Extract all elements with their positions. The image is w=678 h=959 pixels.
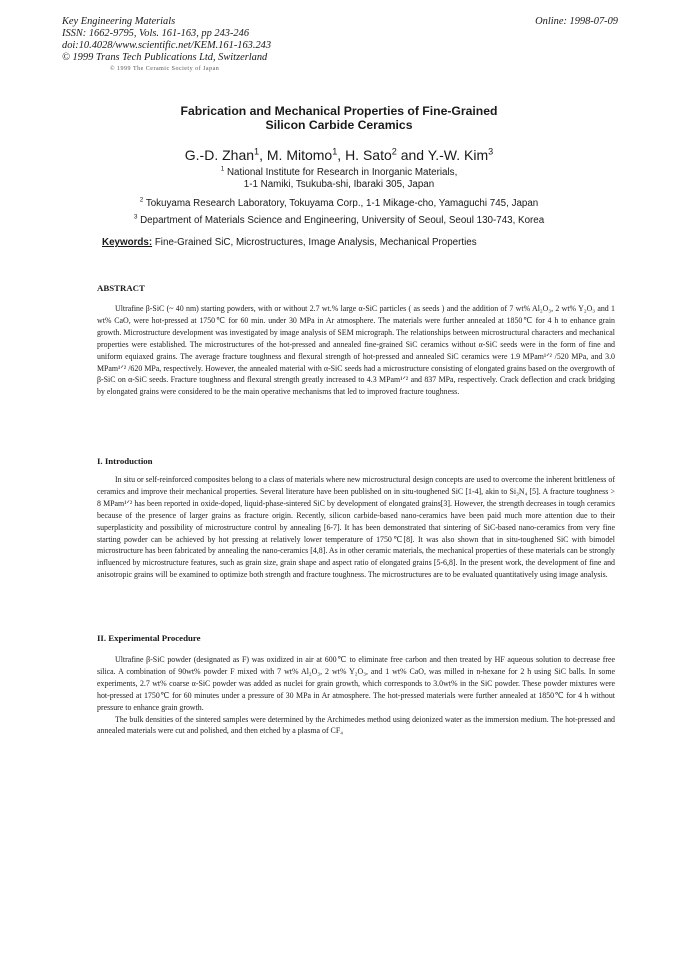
online-date: Online: 1998-07-09 xyxy=(535,16,618,27)
author-separator: and xyxy=(396,147,428,163)
abstract-heading: ABSTRACT xyxy=(97,283,145,293)
title-line-1: Fabrication and Mechanical Properties of Fine-Grained xyxy=(180,104,498,118)
author-affil-sup: 2 xyxy=(391,146,397,157)
affil-text: Department of Materials Science and Engineering, University of Seoul, Seoul 130-743, Korea xyxy=(140,215,545,226)
affiliation-1 xyxy=(0,167,678,191)
author-affil-sup: 1 xyxy=(254,146,260,157)
affiliation-3 xyxy=(0,215,678,227)
issn-line: ISSN: 1662-9795, Vols. 161-163, pp 243-246 xyxy=(62,28,250,39)
author-name: G.-D. Zhan xyxy=(184,147,255,163)
stray-copyright: © 1999 The Ceramic Society of Japan xyxy=(110,66,220,72)
author-name: H. Sato xyxy=(345,147,392,163)
affil-number: 3 xyxy=(133,213,138,221)
abstract-body xyxy=(97,303,615,398)
paper-title xyxy=(0,104,678,132)
keywords-label: Keywords: xyxy=(102,237,153,248)
affiliation-2 xyxy=(0,198,678,210)
author-name: M. Mitomo xyxy=(266,147,333,163)
affil-text: National Institute for Research in Inorganic Materials, xyxy=(226,167,458,178)
title-line-2: Silicon Carbide Ceramics xyxy=(265,118,413,132)
introduction-body xyxy=(97,474,615,581)
experimental-heading: II. Experimental Procedure xyxy=(97,633,201,643)
affil-text: Tokuyama Research Laboratory, Tokuyama Corp., 1-1 Mikage-cho, Yamaguchi 745, Japan xyxy=(145,198,539,209)
affil-number: 1 xyxy=(220,165,225,173)
author-separator: , xyxy=(259,147,267,163)
experimental-paragraph-2: The bulk densities of the sintered samples were determined by the Archimedes method using deionized water as the immersion medium. The hot-pressed and annealed materials were cut and polished, and then etched by a plasma of CF₄ xyxy=(97,714,615,736)
author-affil-sup: 3 xyxy=(488,146,494,157)
abstract-paragraph: Ultrafine β-SiC (~ 40 nm) starting powders, with or without 2.7 wt.% large α-SiC particles ( as seeds ) and the addition of 7 wt% Al₂O₃, 2 wt% Y₂O₃ and 1 wt% CaO, were hot-pressed at 1750℃ for 60 min. under 30 MPa in Ar atmosphere. The materials were further annealed at 1850℃ for 4 h to enhance grain growth. Microstructure development was investigated by image analysis of SEM micrograph. The relationships between microstructural characters and mechanical properties were established. The microstructures of the hot-pressed and annealed fine-grained SiC ceramics without α-SiC seeds were in the form of fine and uniform equiaxed grains. The average fracture toughness and flexural strength of hot-pressed and annealed SiC ceramics were 1.9 MPam¹ᐟ² /520 MPa, and 3.0 MPam¹ᐟ² /620 MPa, respectively. However, the annealed material with α-SiC seeds had a microstructure consisting of elongated grains based on the overgrowth of β-SiC on α-SiC seeds. Fracture toughness and flexural strength greatly increased to 4.3 MPam¹ᐟ² and 837 MPa, respectively. Crack deflection and crack bridging by elongated grains were considered to be the main operative mechanisms that led to improved fracture toughness. xyxy=(97,304,615,397)
author-list xyxy=(0,147,678,163)
experimental-paragraph-1: Ultrafine β-SiC powder (designated as F) was oxidized in air at 600℃ to eliminate free carbon and then treated by HF aqueous solution to decrease free silica. A combination of 90wt% powder F mixed with 7 wt% Al₂O₃, 2 wt% Y₂O₃, and 1 wt% CaO, was milled in n-hexane for 2 h using SiC balls. In some experiments, 2.7 wt% coarse α-SiC powder was added as nuclei for grain growth, which corresponds to 3.0wt% in the SiC powder. These powder mixtures were hot-pressed at 1750℃ for 60 minutes under a pressure of 30 MPa in Ar atmosphere. The hot-pressed materials were further annealed at 1850℃ for 4 h without pressure to enhance grain growth. xyxy=(97,655,615,712)
author-name: Y.-W. Kim xyxy=(427,147,489,163)
running-header xyxy=(62,16,618,64)
author-separator: , xyxy=(337,147,346,163)
copyright-line: © 1999 Trans Tech Publications Ltd, Switzerland xyxy=(62,52,268,63)
affil-number: 2 xyxy=(139,196,144,204)
affil-text: 1-1 Namiki, Tsukuba-shi, Ibaraki 305, Japan xyxy=(243,179,435,190)
experimental-body xyxy=(97,654,615,737)
keywords-text: Fine-Grained SiC, Microstructures, Image Analysis, Mechanical Properties xyxy=(154,237,477,248)
introduction-paragraph: In situ or self-reinforced composites belong to a class of materials where new microstructural design concepts are used to overcome the inherent brittleness of ceramics and improve their mechanical properties. Several literature have been published on in situ-toughened SiC [1-4], akin to Si₃N₄ [5]. A fracture toughness > 8 MPam¹ᐟ² has been reported in oxide-doped, liquid-phase-sintered SiC by development of elongated grains[3]. However, the strength decreases in tough ceramics because of the presence of larger grains as fracture origin. Recently, silicon carbide-based nano-ceramics have been paid much more attention due to their superplasticity and possibility of microstructure control by annealing [6-7]. It has been demonstrated that sintering of SiC-based nano-ceramics from very fine starting powder can be achieved by hot pressing at relatively lower temperature of 1750℃[8]. It was also shown that in situ-toughened SiC with bimodel microstructure has been fabricated by annealing the nano-ceramics [4,8]. As in other ceramic materials, the mechanical properties of these materials can be strongly influenced by microstructure features, such as grain size, grain shape and aspect ratio of elongated grains [5-6,8]. In the present work, the development of fine and anisotropic grains will be examined to optimize both strength and fracture toughness. The microstructures are to be evaluated quantitatively using image analysis. xyxy=(97,475,615,580)
doi-line: doi:10.4028/www.scientific.net/KEM.161-163.243 xyxy=(62,40,272,51)
journal-name: Key Engineering Materials xyxy=(62,16,176,27)
author-affil-sup: 1 xyxy=(332,146,338,157)
introduction-heading: I. Introduction xyxy=(97,456,153,466)
keywords xyxy=(102,237,477,248)
